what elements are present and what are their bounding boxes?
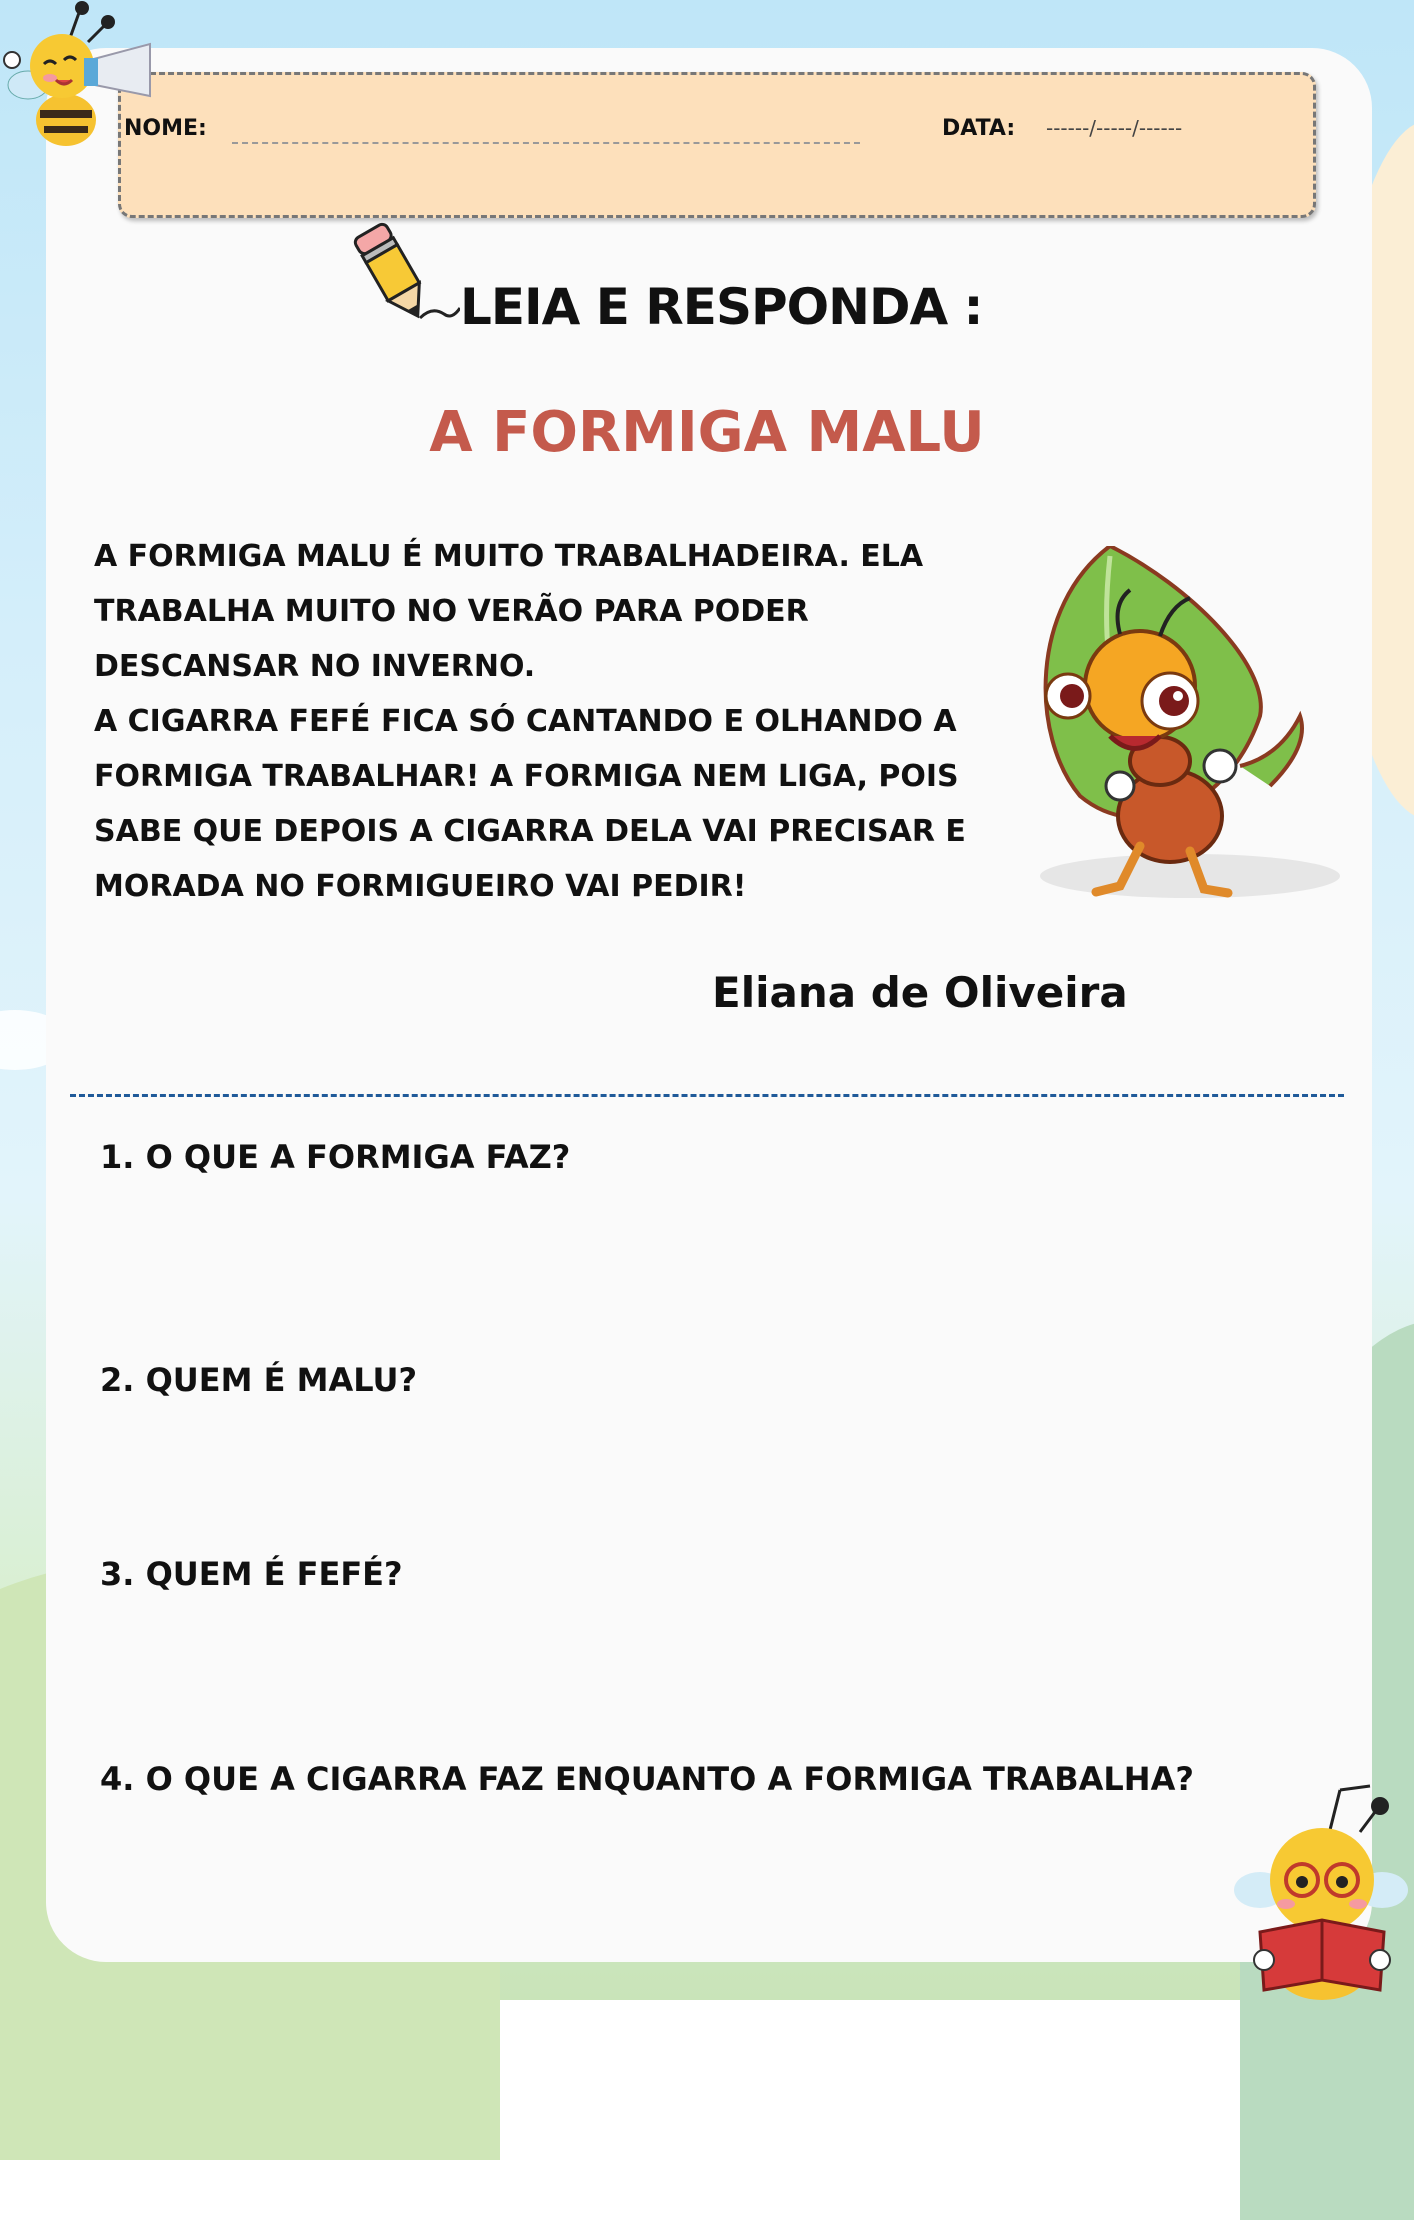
author-name: Eliana de Oliveira [712,968,1128,1017]
story-line: DESCANSAR NO INVERNO. [94,649,536,684]
divider [70,1094,1344,1097]
header-box [118,72,1316,218]
story-line: MORADA NO FORMIGUEIRO VAI PEDIR! [94,869,747,904]
story-line: A CIGARRA FEFÉ FICA SÓ CANTANDO E OLHANDO A [94,704,957,739]
bee-megaphone-icon [0,0,160,160]
story-line: TRABALHA MUITO NO VERÃO PARA PODER [94,594,809,629]
ant-with-leaf-illustration [1020,546,1340,916]
story-text [94,529,1014,914]
bee-reading-icon [1230,1780,1414,2000]
story-line: A FORMIGA MALU É MUITO TRABALHADEIRA. ELA [94,539,924,574]
story-line: SABE QUE DEPOIS A CIGARRA DELA VAI PRECISAR E [94,814,966,849]
pencil-icon [350,222,460,330]
name-field[interactable] [232,142,860,144]
story-line: FORMIGA TRABALHAR! A FORMIGA NEM LIGA, POIS [94,759,959,794]
question-4: 4. O QUE A CIGARRA FAZ ENQUANTO A FORMIGA TRABALHA? [100,1760,1194,1798]
date-field[interactable]: ------/-----/------ [1046,116,1183,140]
date-label: DATA: [942,116,1016,141]
story-title: A FORMIGA MALU [429,400,985,465]
heading-leia-e-responda: LEIA E RESPONDA : [460,278,983,336]
question-3: 3. QUEM É FEFÉ? [100,1555,403,1593]
name-label: NOME: [124,116,207,141]
question-1: 1. O QUE A FORMIGA FAZ? [100,1138,571,1176]
question-2: 2. QUEM É MALU? [100,1361,417,1399]
